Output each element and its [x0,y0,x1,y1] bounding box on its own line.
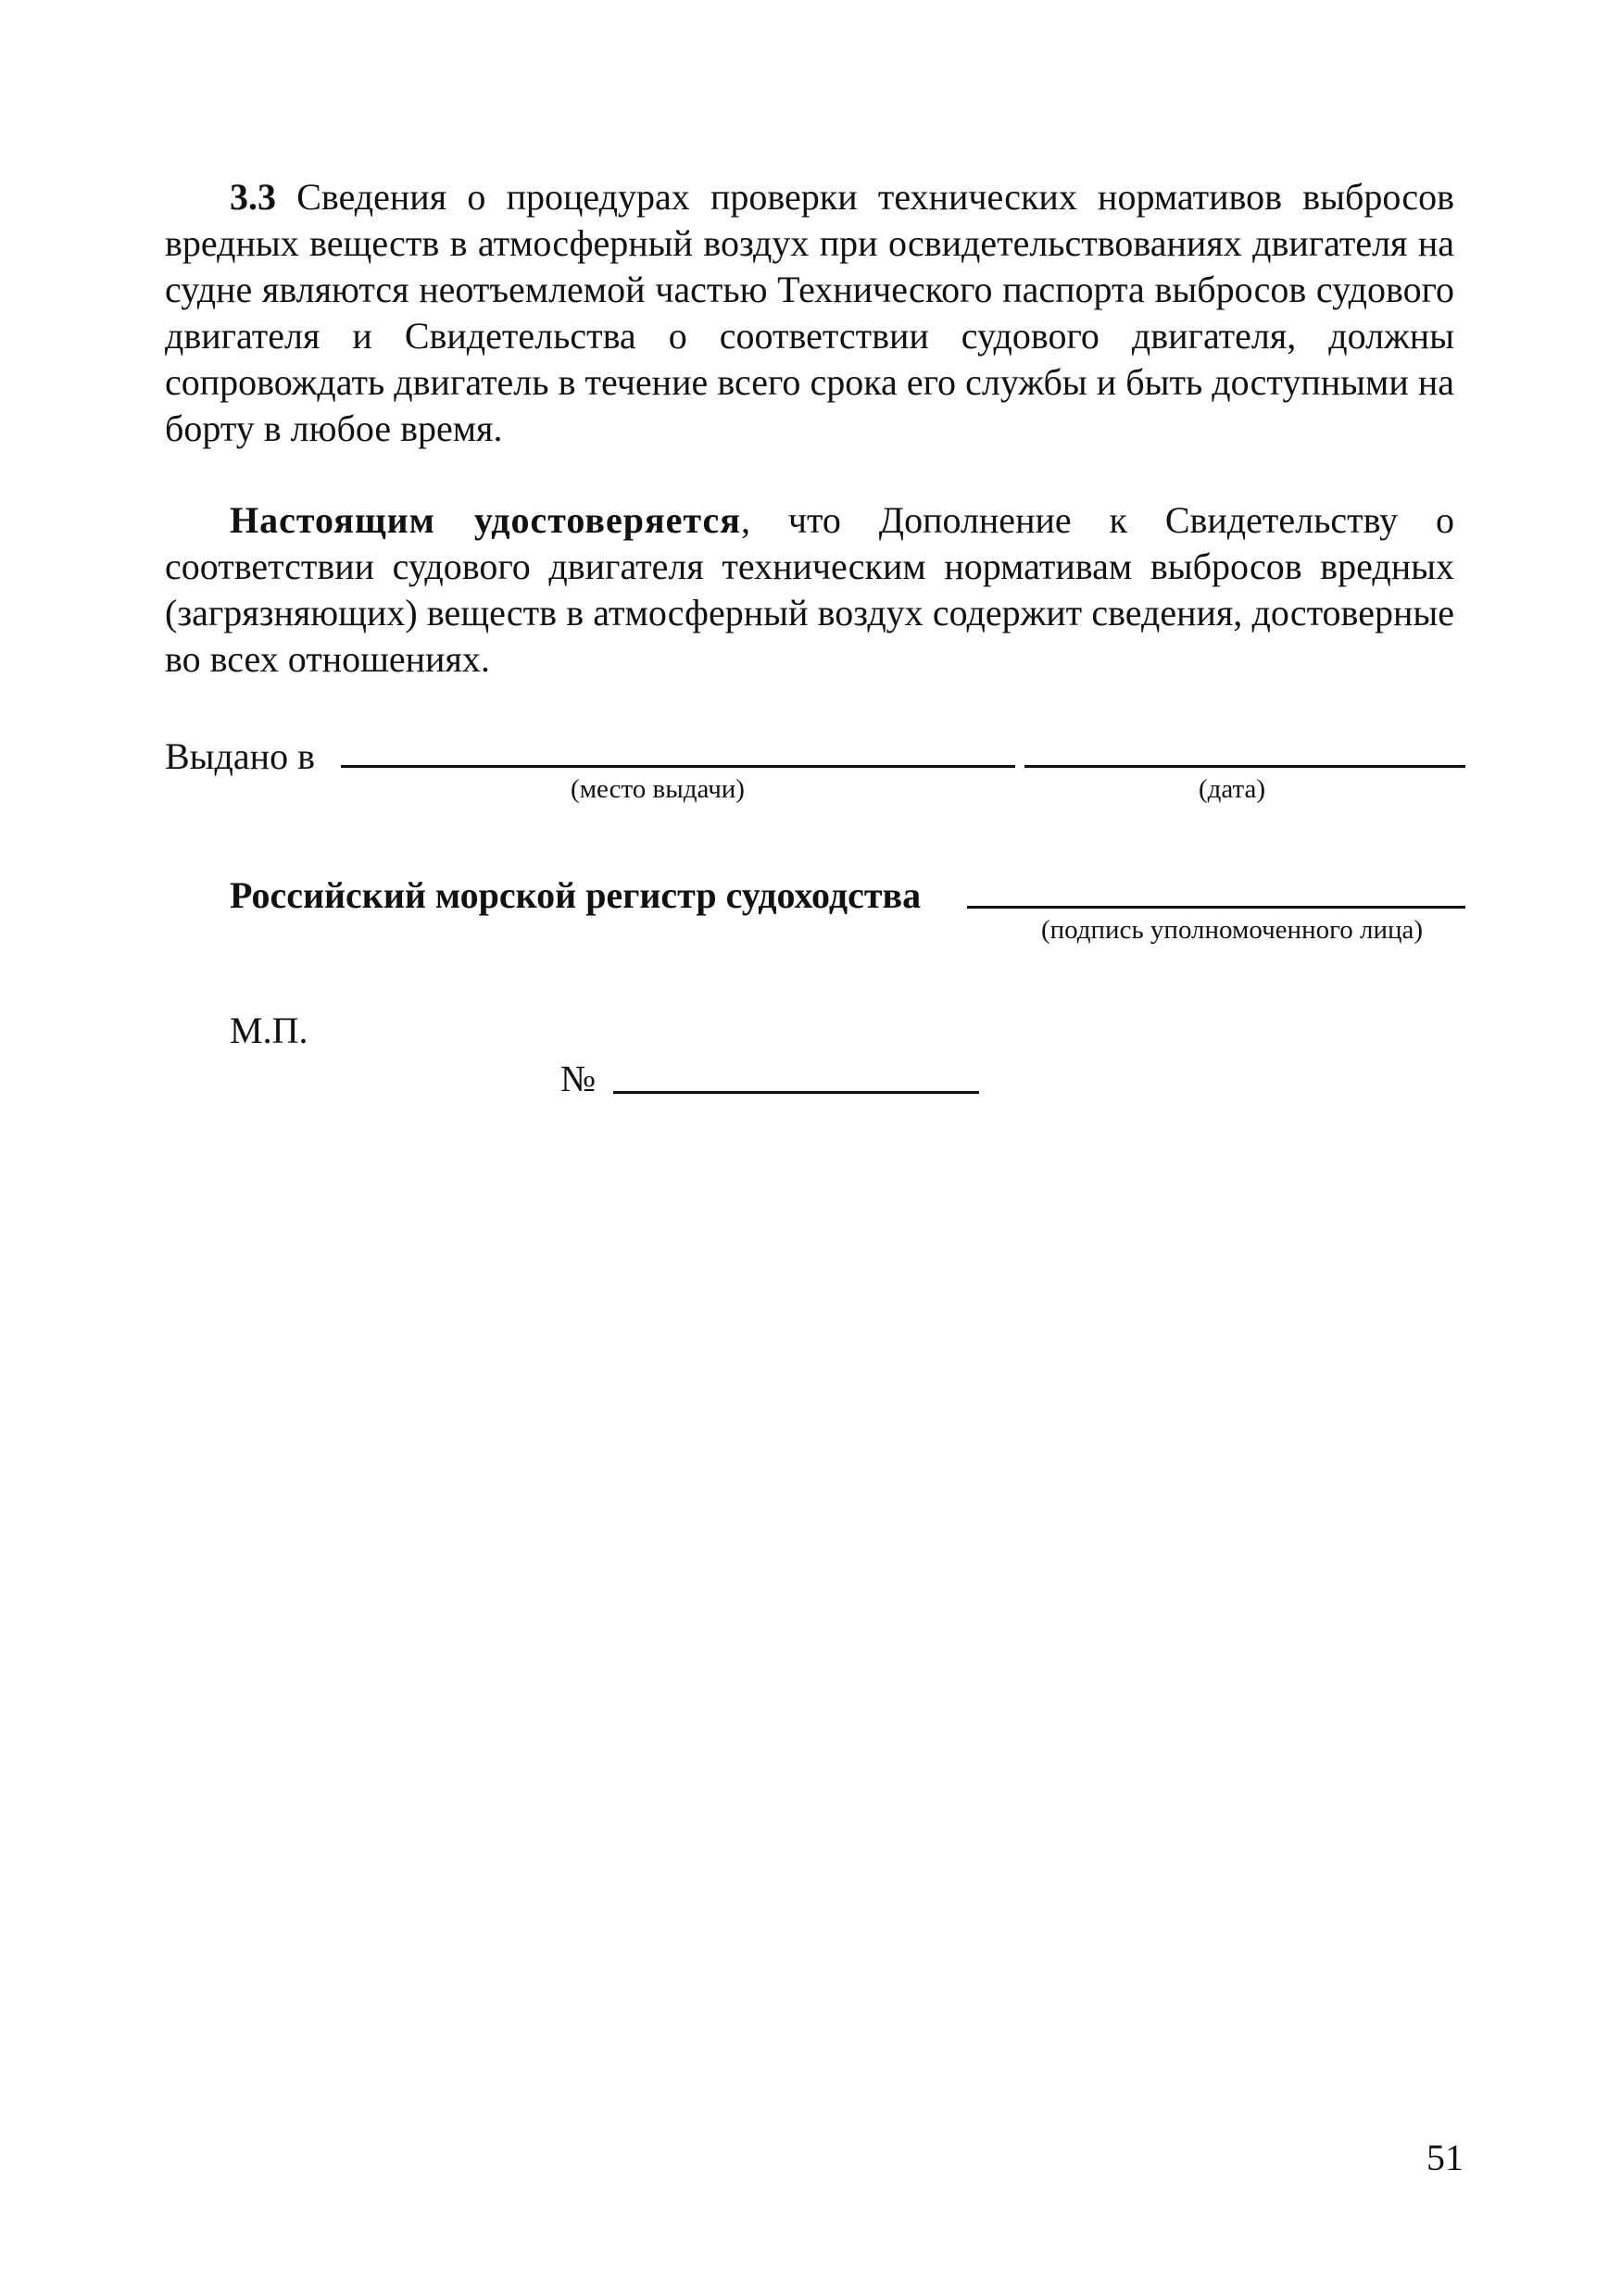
place-field-line[interactable] [341,765,1015,768]
number-field-line[interactable] [613,1091,979,1094]
place-caption: (место выдачи) [571,774,745,804]
organization-name: Российский морской регистр судоходства [230,874,922,916]
stamp-label: М.П. [230,1010,308,1051]
date-caption: (дата) [1198,774,1266,804]
section-number: 3.3 [230,176,276,218]
signature-caption: (подпись уполномоченного лица) [1040,915,1424,945]
number-label: № [560,1058,597,1099]
section-3-3-paragraph [165,174,1454,452]
signature-field-line[interactable] [967,906,1465,909]
page-number: 51 [1426,2137,1464,2178]
issued-label: Выдано в [165,735,315,777]
certification-lead: Настоящим удостоверяется [230,499,741,541]
certification-text: , что Дополнение к Свидетельству о соответствии судового двигателя техническим нормативам выбросов вредных (загрязняющих) веществ в атмосферный воздух содержит сведения, достоверные во всех отношениях. [165,499,1454,680]
section-text: Сведения о процедурах проверки технических нормативов выбросов вредных веществ в атмосферный воздух при освидетельствованиях двигателя на судне являются неотъемлемой частью Технического паспорта выбросов судового двигателя и Свидетельства о соответствии судового двигателя, должны сопровождать двигатель в течение всего срока его службы и быть доступными на борту в любое время. [165,176,1454,449]
date-field-line[interactable] [1024,765,1465,768]
certification-paragraph [165,497,1454,683]
